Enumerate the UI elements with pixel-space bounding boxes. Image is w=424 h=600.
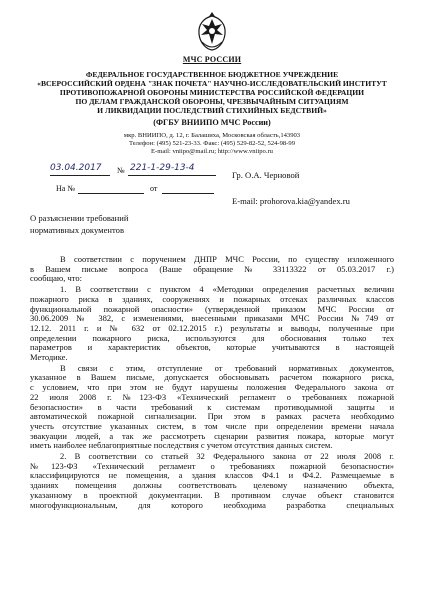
body-line: сообщаю, что:: [30, 273, 83, 284]
body-line: с условием, что при этом не будут нарушены положения Федерального закона от: [30, 382, 394, 393]
org-line: ФЕДЕРАЛЬНОЕ ГОСУДАРСТВЕННОЕ БЮДЖЕТНОЕ УЧРЕЖДЕНИЕ: [85, 70, 339, 79]
mchs-emblem-icon: [194, 10, 230, 52]
body-line: В связи с этим, отступление от требований нормативных документов,: [60, 362, 394, 373]
body-line: безопасности» в части требований к системам противодымной защиты и: [30, 401, 394, 412]
letter-body: [30, 255, 394, 510]
number-underline: [128, 175, 216, 176]
recipient-name: Гр. О.А. Черновой: [232, 170, 300, 180]
subject-line: О разъяснении требований: [30, 213, 129, 223]
paragraph-1: [30, 255, 394, 284]
recipient-email: E-mail: prohorova.kia@yandex.ru: [232, 196, 350, 206]
body-line: зданиях помещения должны соответствовать целевому назначению объекта,: [30, 480, 394, 491]
paragraph-3: [30, 364, 394, 451]
body-line: 2. В соответствии со статьей 32 Федерального закона от 22 июля 2008 г.: [60, 451, 394, 462]
body-line: определении пожарного риска, используются для обоснования только тех: [30, 332, 394, 343]
org-address: мкр. ВНИИПО, д. 12, г. Балашиха, Московская область,143903: [123, 132, 301, 139]
org-line: ПО ДЕЛАМ ГРАЖДАНСКОЙ ОБОРОНЫ, ЧРЕЗВЫЧАЙНЫМ СИТУАЦИЯМ: [75, 97, 349, 106]
org-short-name: (ФГБУ ВНИИПО МЧС России): [153, 118, 271, 127]
paragraph-2: [30, 285, 394, 363]
ministry-name: МЧС РОССИИ: [182, 55, 242, 64]
in-reply-underline: [78, 193, 144, 194]
subject-line: нормативных документов: [30, 225, 125, 235]
body-line: 22 июля 2008 г. №123-ФЗ «Технический регламент о требованиях пожарной: [30, 391, 394, 402]
paragraph-4: [30, 452, 394, 510]
from-underline: [162, 193, 214, 194]
body-line: №123-ФЗ «Технический регламент о требованиях пожарной безопасности»: [30, 460, 394, 471]
body-line: в Вашем письме вопроса (Ваше обращение № 33113322 от 05.03.2017 г.): [30, 263, 394, 274]
body-line: указанное в Вашем письме, допускается обосновывать расчетом пожарного риска,: [30, 372, 394, 383]
body-line: эвакуации людей, а так же рассмотреть сценарии развития пожара, которые могут: [30, 430, 394, 441]
body-line: пожарного риска в зданиях, сооружениях и пожарных отсеках различных классов: [30, 293, 394, 304]
org-line: ПРОТИВОПОЖАРНОЙ ОБОРОНЫ МИНИСТЕРСТВА РОССИЙСКОЙ ФЕДЕРАЦИИ: [59, 88, 365, 97]
number-label: №: [117, 166, 125, 175]
body-line: автоматической пожарной сигнализации. При этом в рамках расчета необходимо: [30, 411, 394, 422]
handwritten-number: 221-1-29-13-4: [130, 163, 195, 173]
org-phone-fax: Телефон: (495) 521-23-33. Факс: (495) 529-82-52, 524-98-99: [128, 140, 296, 147]
org-line: «ВСЕРОССИЙСКИЙ ОРДЕНА "ЗНАК ПОЧЕТА" НАУЧНО-ИССЛЕДОВАТЕЛЬСКИЙ ИНСТИТУТ: [37, 79, 387, 88]
from-label: от: [150, 184, 158, 193]
body-line: указанному в проектной документации. В противном случае объект становится: [30, 489, 394, 500]
body-line: В соответствии с поручением ДНПР МЧС России, по существу изложенного: [60, 254, 394, 264]
letter-subject: [30, 212, 128, 236]
handwritten-date: 03.04.2017: [50, 163, 102, 173]
org-email-web: E-mail: vniipo@mail.ru; http://www.vniipo.ru: [151, 148, 273, 155]
org-line: И ЛИКВИДАЦИИ ПОСЛЕДСТВИЙ СТИХИЙНЫХ БЕДСТВИЙ»: [97, 106, 327, 115]
body-line: функциональной пожарной опасности» (утвержденной приказом МЧС России от: [30, 303, 394, 314]
body-line: 12.12. 2011 г. и № 632 от 02.12.2015 г.) результаты и выводы, полученные при: [30, 322, 394, 333]
body-line: 30.06.2009 № 382, с изменениями, внесенными приказами МЧС России №749 от: [30, 313, 394, 324]
body-line: учесть отсутствие указанных систем, в том числе при определении времени начала: [30, 420, 394, 431]
body-line: параметров и характеристик объектов, которые учитываются в настоящей: [30, 342, 394, 353]
body-line: иметь наиболее неблагоприятные последствия с учетом отсутствия данных систем.: [30, 440, 333, 451]
body-line: Методике.: [30, 352, 68, 363]
in-reply-label: На №: [56, 184, 75, 193]
date-underline: [50, 175, 110, 176]
body-line: 1. В соответствии с пунктом 4 «Методики определения расчетных величин: [60, 284, 394, 295]
body-line: классифицируются не помещения, а здания классов Ф4.1 и Ф4.2. Размещаемые в: [30, 470, 394, 481]
body-line: многофункциональным, для которого необходима разработка специальных: [30, 499, 394, 510]
